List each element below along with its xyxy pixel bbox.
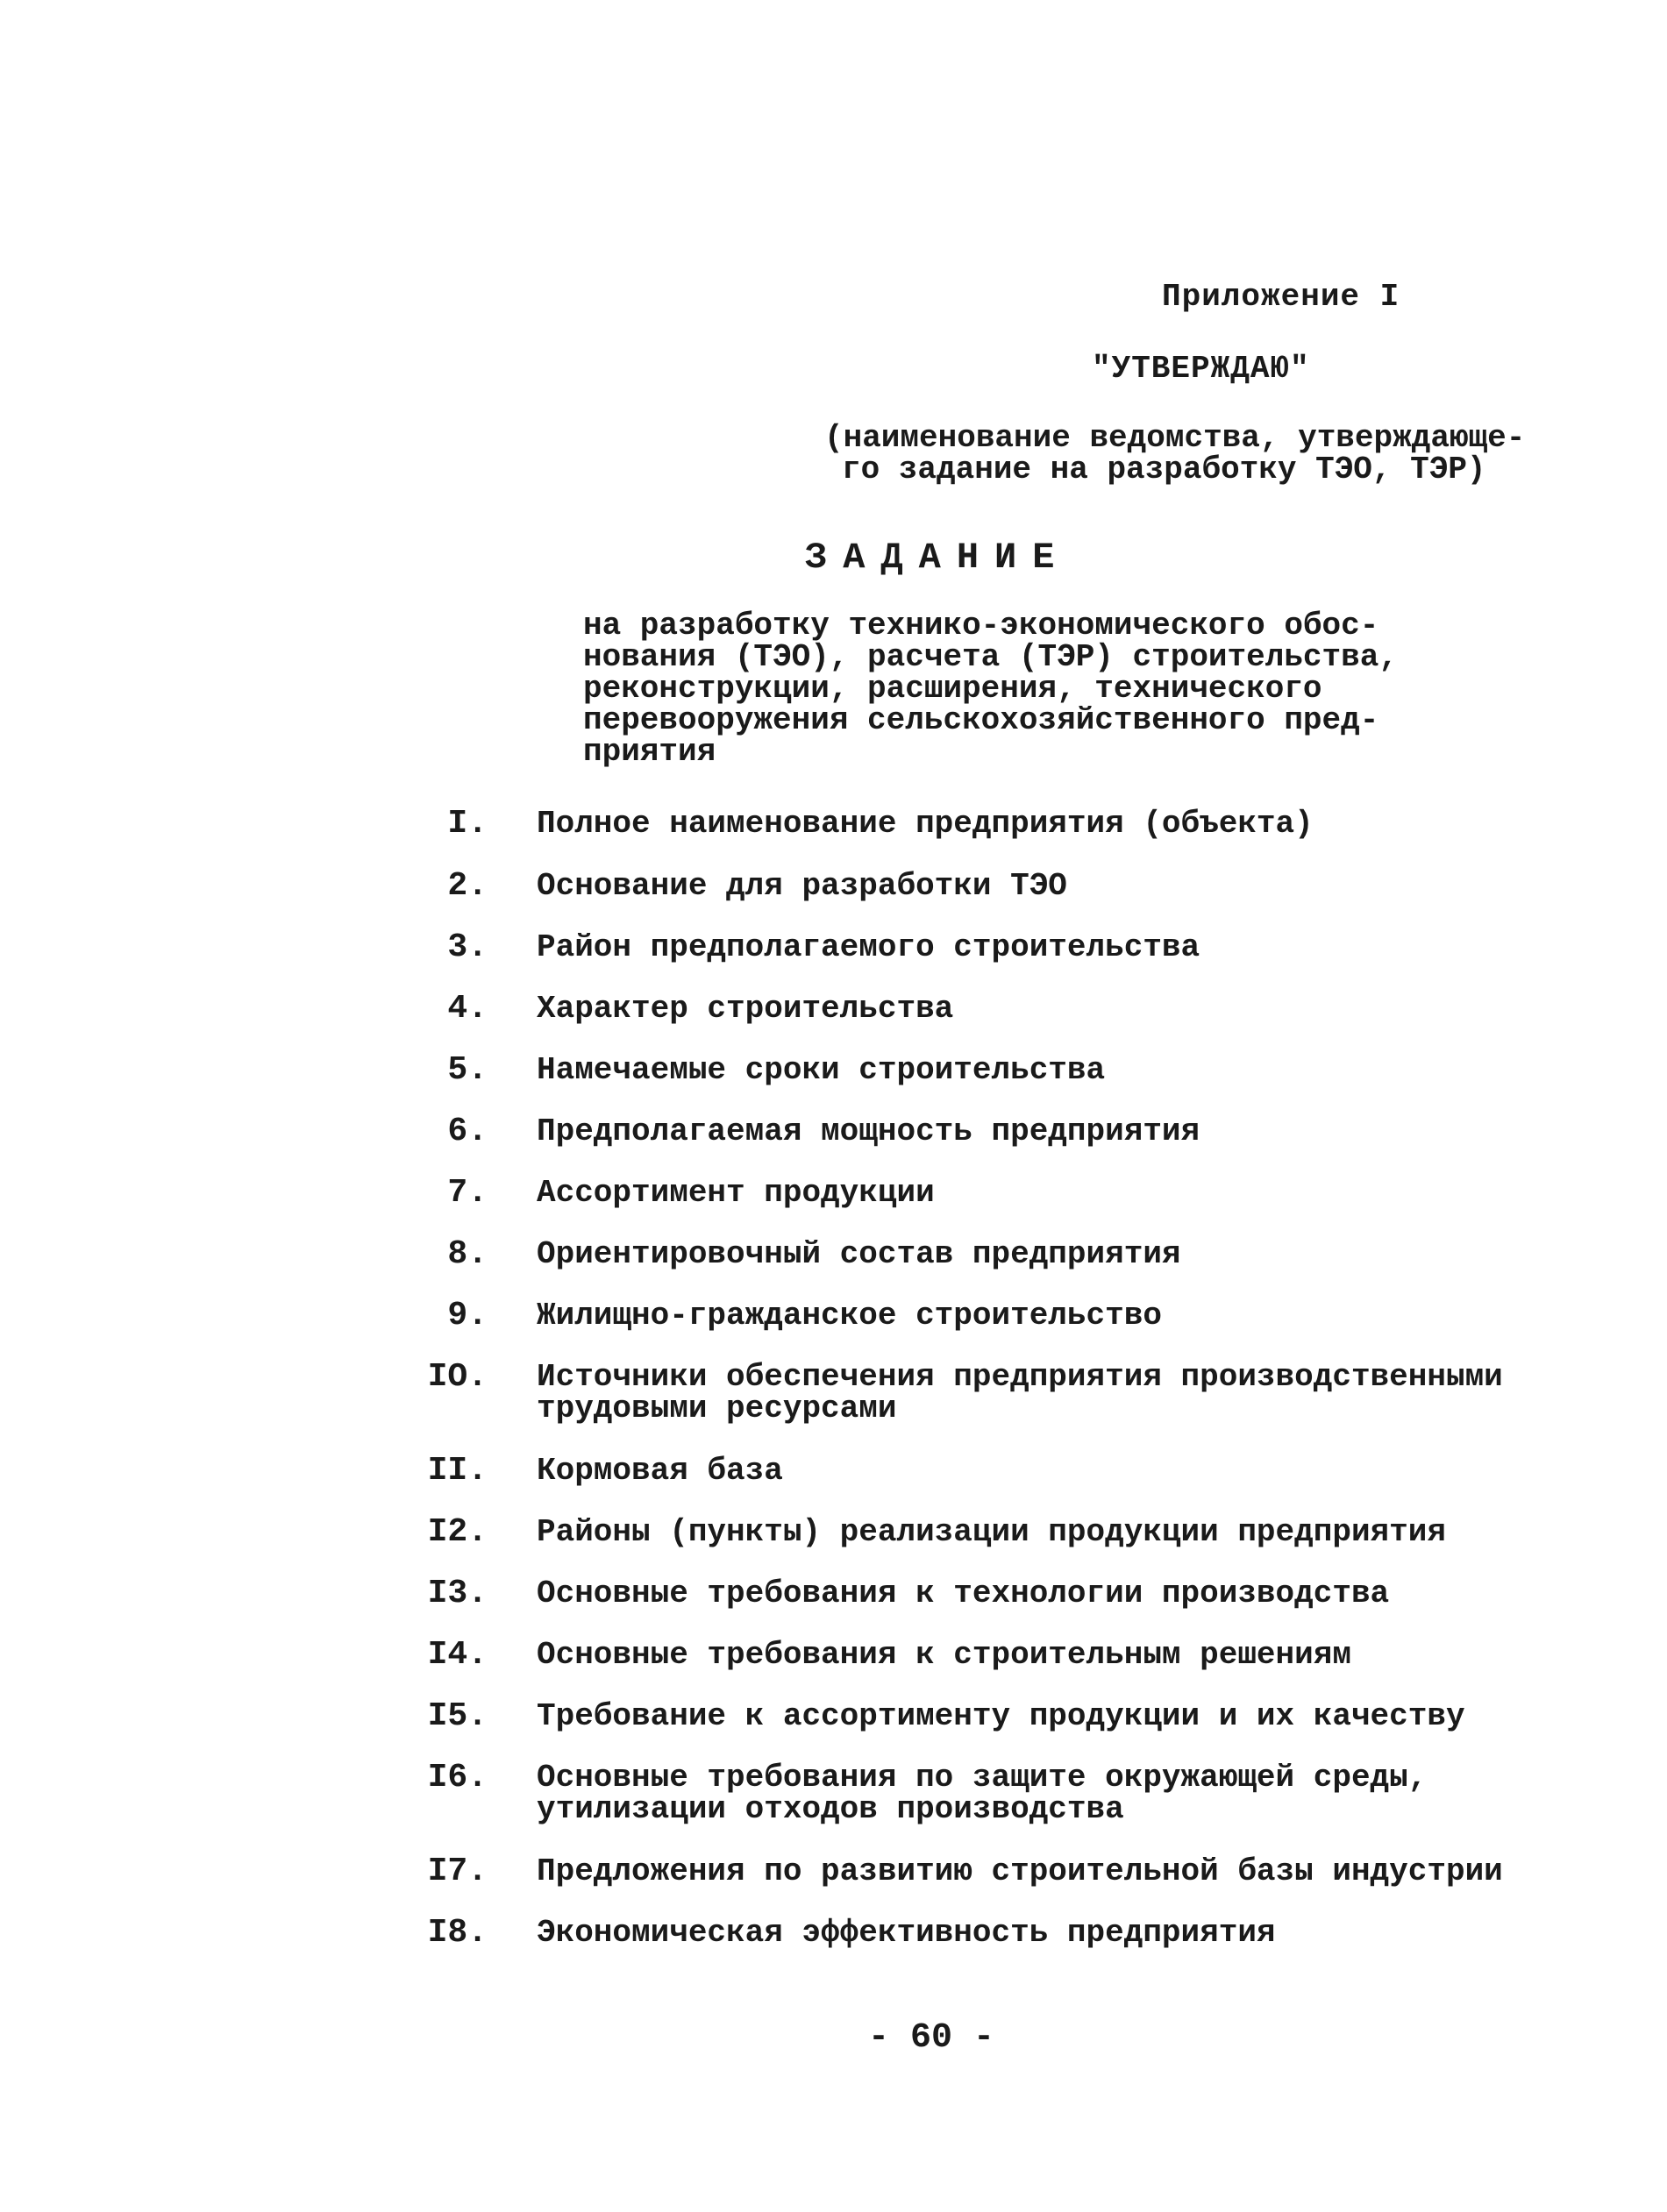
item-text: Ориентировочный состав предприятия [537,1236,1181,1272]
item-text: Источники обеспечения предприятия производственными [537,1359,1503,1395]
item-text: Требование к ассортименту продукции и их качеству [537,1698,1465,1734]
appendix-label: Приложение I [1162,279,1400,315]
page-number: - 60 - [868,2018,995,2058]
item-text: Районы (пункты) реализации продукции предприятия [537,1514,1446,1550]
item-number: I6. [427,1759,488,1796]
item-number: 5. [447,1051,488,1089]
item-text: Жилищно-гражданское строительство [537,1298,1162,1334]
agency-line: го задание на разработку ТЭО, ТЭР) [842,452,1486,487]
item-number: I4. [427,1636,488,1674]
item-text: Кормовая база [537,1453,783,1489]
subtitle-line: реконструкции, расширения, технического [583,671,1322,707]
item-number: 6. [447,1113,488,1150]
item-text: Намечаемые сроки строительства [537,1052,1106,1088]
item-number: 4. [447,990,488,1028]
subtitle-line: перевооружения сельскохозяйственного пред- [583,702,1379,738]
item-text: Ассортимент продукции [537,1175,935,1211]
item-number: I7. [427,1853,488,1890]
item-number: 7. [447,1174,488,1212]
item-number: IO. [427,1358,488,1396]
subtitle-line: нования (ТЭО), расчета (ТЭР) строительства, [583,639,1398,675]
item-text: Экономическая эффективность предприятия [537,1915,1276,1951]
item-text: Район предполагаемого строительства [537,929,1200,965]
item-number: I. [447,805,488,843]
item-text: Основные требования к технологии производства [537,1575,1390,1611]
item-text: Характер строительства [537,991,954,1027]
subtitle-line: на разработку технико-экономического обос- [583,608,1379,644]
item-number: I3. [427,1575,488,1612]
item-number: 8. [447,1235,488,1273]
item-text: Основные требования к строительным решениям [537,1637,1351,1673]
item-number: 3. [447,928,488,966]
document-title: ЗАДАНИЕ [805,537,1071,579]
item-number: 9. [447,1297,488,1334]
item-text: Предполагаемая мощность предприятия [537,1113,1200,1149]
item-text: Предложения по развитию строительной базы индустрии [537,1853,1503,1889]
item-number: I8. [427,1914,488,1952]
item-text-continued: трудовыми ресурсами [537,1391,897,1426]
item-number: I5. [427,1697,488,1735]
item-number: I2. [427,1513,488,1551]
item-number: 2. [447,867,488,905]
item-number: II. [427,1452,488,1490]
subtitle-line: приятия [583,734,716,770]
item-text: Основание для разработки ТЭО [537,868,1067,904]
item-text: Полное наименование предприятия (объекта) [537,806,1314,842]
item-text-continued: утилизации отходов производства [537,1791,1124,1827]
item-text: Основные требования по защите окружающей среды, [537,1760,1428,1796]
agency-line: (наименование ведомства, утверждающе- [824,420,1526,456]
approval-stamp: "УТВЕРЖДАЮ" [1092,351,1310,387]
